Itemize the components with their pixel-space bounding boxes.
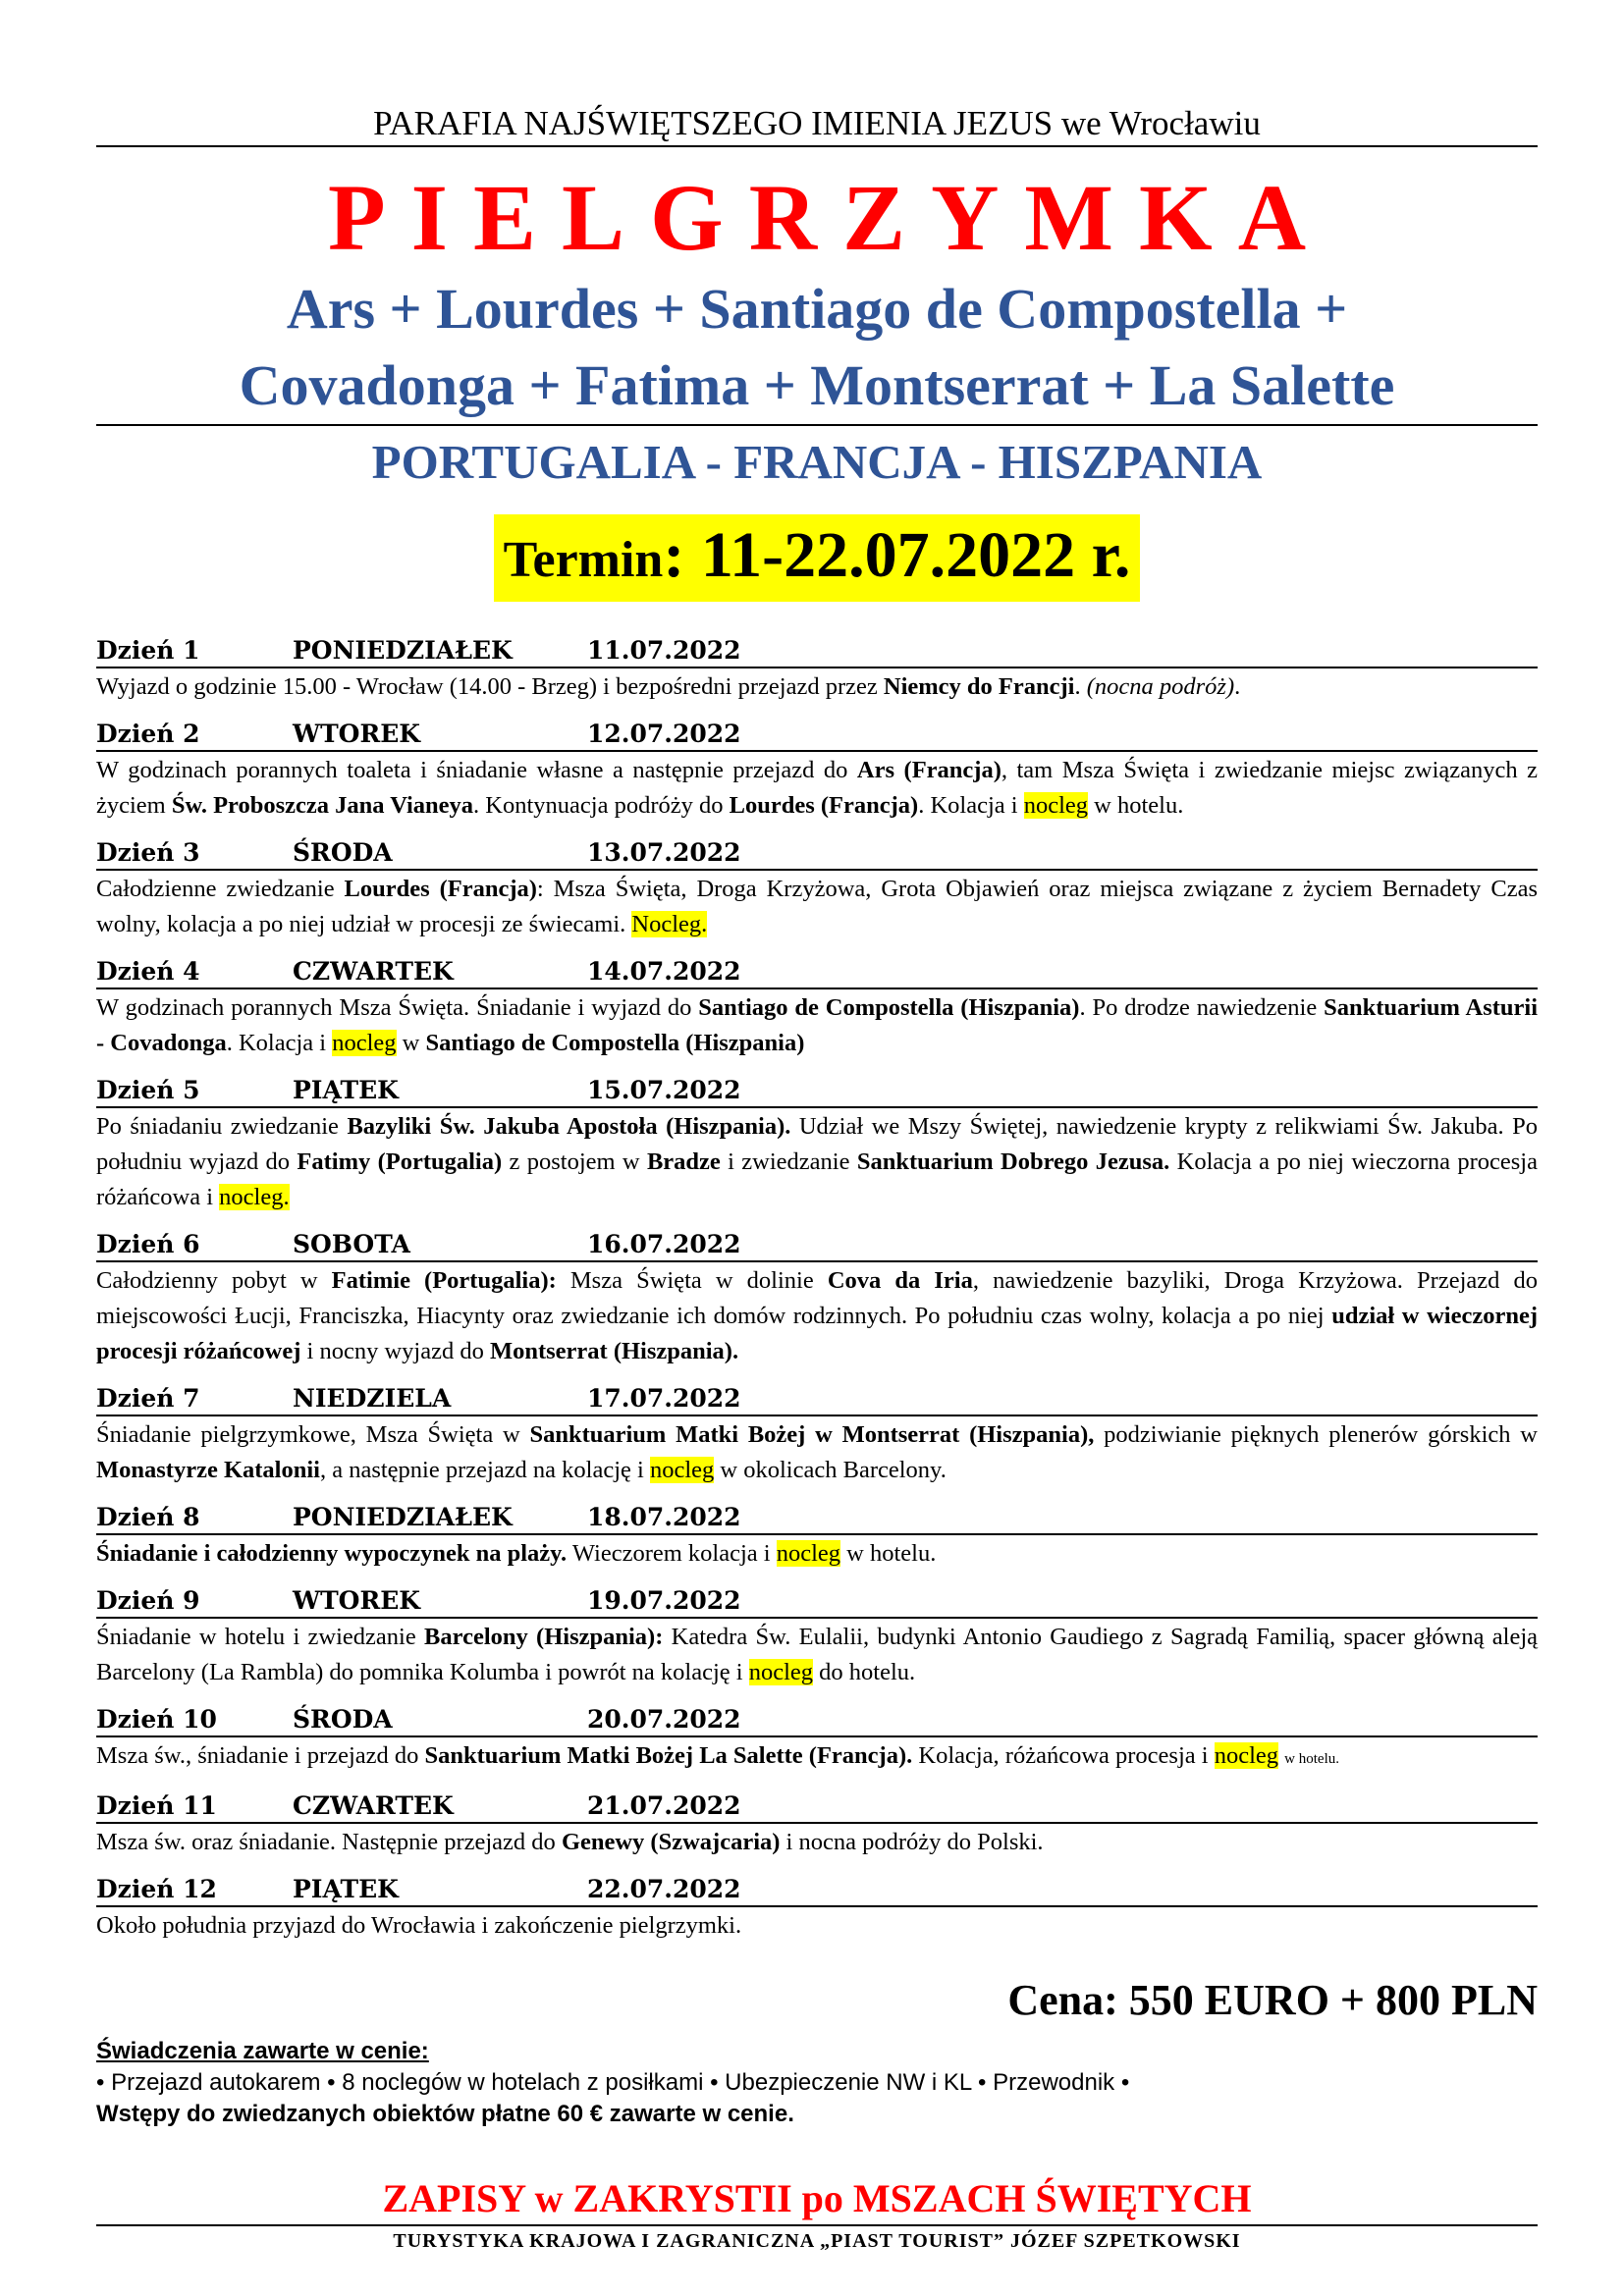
description-text: Lourdes (Francja) <box>344 876 537 902</box>
description-text: Wyjazd o godzinie 15.00 - Wrocław (14.00 - Brzeg) i bezpośredni przejazd przez <box>96 673 884 700</box>
lodging-highlight: nocleg. <box>219 1184 290 1210</box>
day-weekday: PONIEDZIAŁEK <box>293 636 513 665</box>
signup-notice: ZAPISY w ZAKRYSTII po MSZACH ŚWIĘTYCH <box>382 2176 1252 2220</box>
day-date: 21.07.2022 <box>587 1791 741 1820</box>
day-date: 16.07.2022 <box>587 1230 741 1258</box>
day-description <box>96 750 1538 824</box>
description-text: , a następnie przejazd na kolację i <box>319 1457 650 1483</box>
description-text: Całodzienny pobyt w <box>96 1267 332 1294</box>
day-weekday: WTOREK <box>293 720 421 748</box>
day-number: Dzień 12 <box>96 1875 217 1903</box>
description-text: : Msza Święta, Droga Krzyżowa, Grota Objawień oraz miejsca związane z życiem Bernadety Czas wolny, kolacja a po niej udział w procesji ze świecami. <box>96 876 1538 937</box>
day-number: Dzień 9 <box>96 1586 200 1615</box>
itinerary <box>96 635 1538 1944</box>
description-text: i nocny wyjazd do <box>300 1338 490 1364</box>
day-date: 18.07.2022 <box>587 1503 741 1531</box>
page-title: PIELGRZYMKA <box>327 165 1332 270</box>
term-container <box>96 514 1538 602</box>
itinerary-day <box>96 837 1538 942</box>
day-description <box>96 1106 1538 1215</box>
day-date: 22.07.2022 <box>587 1875 741 1903</box>
day-number: Dzień 4 <box>96 957 200 986</box>
day-header <box>96 635 1538 667</box>
day-number: Dzień 7 <box>96 1384 200 1413</box>
description-text: Kolacja a po niej wieczorna procesja różańcowa i <box>96 1148 1538 1210</box>
description-text: Wieczorem kolacja i <box>567 1540 777 1567</box>
day-header <box>96 837 1538 869</box>
description-text: . Kolacja i <box>226 1030 333 1056</box>
day-weekday: ŚRODA <box>293 1705 393 1734</box>
description-text: Śniadanie w hotelu i zwiedzanie <box>96 1624 425 1650</box>
day-description <box>96 1822 1538 1860</box>
description-text: Katedra Św. Eulalii, budynki Antonio Gaudiego z Sagradą Familią, spacer główną aleją Barcelony (La Rambla) do pomnika Kolumba i powrót na kolację i <box>96 1624 1538 1685</box>
description-text: Montserrat (Hiszpania). <box>489 1338 739 1364</box>
day-number: Dzień 10 <box>96 1705 217 1734</box>
description-text: Ars (Francja) <box>856 757 1001 783</box>
description-text: Około południa przyjazd do Wrocławia i zakończenie pielgrzymki. <box>96 1912 742 1939</box>
day-header <box>96 1704 1538 1735</box>
day-date: 14.07.2022 <box>587 957 741 986</box>
day-weekday: WTOREK <box>293 1586 421 1615</box>
description-text: Msza św. oraz śniadanie. Następnie przejazd do <box>96 1829 562 1855</box>
day-header <box>96 1383 1538 1415</box>
description-text: w hotelu. <box>1284 1751 1339 1767</box>
description-text: Genewy (Szwajcaria) <box>561 1829 781 1855</box>
header-divider <box>96 145 1538 147</box>
description-text: Bradze <box>646 1148 721 1175</box>
itinerary-day <box>96 1075 1538 1215</box>
day-date: 20.07.2022 <box>587 1705 741 1734</box>
description-text: . Kontynuacja podróży do <box>473 792 730 819</box>
lodging-highlight: nocleg <box>649 1457 715 1483</box>
day-description <box>96 988 1538 1061</box>
description-text: Niemcy do Francji <box>883 673 1075 700</box>
lodging-highlight: nocleg <box>748 1659 814 1685</box>
itinerary-day <box>96 1585 1538 1690</box>
day-description <box>96 1735 1538 1777</box>
day-header <box>96 1502 1538 1533</box>
day-weekday: PONIEDZIAŁEK <box>293 1503 513 1531</box>
day-header <box>96 1075 1538 1106</box>
day-date: 19.07.2022 <box>587 1586 741 1615</box>
day-header <box>96 1874 1538 1905</box>
day-description <box>96 869 1538 942</box>
day-weekday: NIEDZIELA <box>293 1384 452 1413</box>
lodging-highlight: Nocleg. <box>631 911 708 937</box>
description-text: Po śniadaniu zwiedzanie <box>96 1113 348 1140</box>
lodging-highlight: nocleg <box>332 1030 397 1056</box>
destinations-line-1: Ars + Lourdes + Santiago de Compostella + <box>286 277 1348 341</box>
description-text: Barcelony (Hiszpania): <box>424 1624 664 1650</box>
footer-agency: TURYSTYKA KRAJOWA I ZAGRANICZNA „PIAST TOURIST” JÓZEF SZPETKOWSKI <box>393 2230 1241 2252</box>
description-text: Św. Proboszcza Jana Vianeya <box>171 792 474 819</box>
description-text: Fatimy (Portugalia) <box>297 1148 503 1175</box>
day-number: Dzień 6 <box>96 1230 200 1258</box>
description-text: Udział we Mszy Świętej, nawiedzenie krypty z relikwiami Św. Jakuba. Po południu wyjazd do <box>96 1113 1538 1175</box>
description-text: w okolicach Barcelony. <box>714 1457 947 1483</box>
day-description <box>96 1260 1538 1369</box>
itinerary-day <box>96 1229 1538 1369</box>
included-services <box>96 2036 1538 2130</box>
description-text: , nawiedzenie bazyliki, Droga Krzyżowa. Przejazd do miejscowości Łucji, Franciszka, Hiacynty oraz zwiedzanie ich domów rodzinnych. Po południu czas wolny, kolacja a po niej <box>96 1267 1538 1329</box>
included-line-2: Wstępy do zwiedzanych obiektów płatne 60 € zawarte w cenie. <box>96 2101 794 2127</box>
description-text: Sanktuarium Matki Bożej w Montserrat (Hiszpania), <box>529 1421 1095 1448</box>
description-text: podziwianie pięknych plenerów górskich w <box>1094 1421 1538 1448</box>
day-weekday: CZWARTEK <box>293 957 454 986</box>
description-text: Sanktuarium Dobrego Jezusa. <box>856 1148 1170 1175</box>
destinations-line-2: Covadonga + Fatima + Montserrat + La Salette <box>239 353 1395 417</box>
term-value: : 11-22.07.2022 r. <box>663 519 1131 591</box>
description-text: do hotelu. <box>813 1659 916 1685</box>
day-number: Dzień 1 <box>96 636 200 665</box>
term-badge <box>494 514 1141 602</box>
day-description <box>96 1617 1538 1690</box>
parish-name: PARAFIA NAJŚWIĘTSZEGO IMIENIA JEZUS we Wrocławiu <box>373 104 1261 142</box>
day-date: 13.07.2022 <box>587 838 741 867</box>
day-header <box>96 1229 1538 1260</box>
day-description <box>96 1905 1538 1944</box>
description-text: z postojem w <box>502 1148 647 1175</box>
itinerary-day <box>96 1383 1538 1488</box>
description-text: Cova da Iria <box>827 1267 973 1294</box>
description-text: Santiago de Compostella (Hiszpania) <box>425 1030 805 1056</box>
day-weekday: PIĄTEK <box>293 1076 399 1104</box>
included-line-1: • Przejazd autokarem • 8 noclegów w hotelach z posiłkami • Ubezpieczenie NW i KL • Przewodnik • <box>96 2069 1130 2096</box>
day-date: 12.07.2022 <box>587 720 741 748</box>
day-date: 15.07.2022 <box>587 1076 741 1104</box>
day-number: Dzień 5 <box>96 1076 200 1104</box>
description-text: Lourdes (Francja) <box>729 792 919 819</box>
description-text: Msza św., śniadanie i przejazd do <box>96 1742 425 1769</box>
description-text: Msza Święta w dolinie <box>556 1267 828 1294</box>
day-description <box>96 667 1538 705</box>
description-text: Kolacja, różańcowa procesja i <box>912 1742 1215 1769</box>
description-text: Fatimie (Portugalia): <box>331 1267 557 1294</box>
itinerary-day <box>96 719 1538 824</box>
itinerary-day <box>96 1790 1538 1860</box>
description-text: . Kolacja i <box>918 792 1024 819</box>
price: Cena: 550 EURO + 800 PLN <box>1007 1976 1538 2024</box>
description-text: Całodzienne zwiedzanie <box>96 876 345 902</box>
description-text: Santiago de Compostella (Hiszpania) <box>698 994 1080 1021</box>
description-text: Śniadanie i całodzienny wypoczynek na plaży. <box>96 1540 568 1567</box>
lodging-highlight: nocleg <box>776 1540 841 1567</box>
day-number: Dzień 8 <box>96 1503 200 1531</box>
description-text: (nocna podróż) <box>1086 673 1235 700</box>
day-number: Dzień 11 <box>96 1791 217 1820</box>
day-header <box>96 1585 1538 1617</box>
day-weekday: CZWARTEK <box>293 1791 454 1820</box>
itinerary-day <box>96 956 1538 1061</box>
day-header <box>96 1790 1538 1822</box>
day-description <box>96 1533 1538 1572</box>
description-text: Monastyrze Katalonii <box>96 1457 320 1483</box>
itinerary-day <box>96 1502 1538 1572</box>
description-text: i nocna podróży do Polski. <box>780 1829 1044 1855</box>
description-text: Bazyliki Św. Jakuba Apostoła (Hiszpania). <box>347 1113 791 1140</box>
itinerary-day <box>96 635 1538 705</box>
term-label: Termin <box>503 532 664 588</box>
lodging-highlight: nocleg <box>1023 792 1089 819</box>
day-weekday: PIĄTEK <box>293 1875 399 1903</box>
description-text: Sanktuarium Asturii - Covadonga <box>96 994 1539 1056</box>
countries: PORTUGALIA - FRANCJA - HISZPANIA <box>371 435 1263 489</box>
day-date: 17.07.2022 <box>587 1384 741 1413</box>
description-text: Sanktuarium Matki Bożej La Salette (Francja). <box>424 1742 913 1769</box>
description-text: , tam Msza Święta i zwiedzanie miejsc związanych z życiem <box>96 757 1539 819</box>
description-text: udział w wieczornej procesji różańcowej <box>96 1303 1538 1364</box>
included-title: Świadczenia zawarte w cenie: <box>96 2038 429 2064</box>
description-text: w hotelu. <box>840 1540 937 1567</box>
day-weekday: ŚRODA <box>293 838 393 867</box>
description-text: W godzinach porannych Msza Święta. Śniadanie i wyjazd do <box>96 994 699 1021</box>
description-text: w <box>396 1030 426 1056</box>
description-text: Śniadanie pielgrzymkowe, Msza Święta w <box>96 1421 530 1448</box>
itinerary-day <box>96 1704 1538 1777</box>
description-text: . <box>1074 673 1087 700</box>
description-text: . <box>1234 673 1241 700</box>
description-text: . Po drodze nawiedzenie <box>1079 994 1325 1021</box>
day-description <box>96 1415 1538 1488</box>
document-content <box>96 102 1538 2256</box>
description-text: i zwiedzanie <box>720 1148 857 1175</box>
destinations-divider <box>96 424 1538 426</box>
description-text: W godzinach porannych toaleta i śniadanie własne a następnie przejazd do <box>96 757 857 783</box>
lodging-highlight: nocleg <box>1214 1742 1279 1769</box>
day-header <box>96 956 1538 988</box>
day-number: Dzień 3 <box>96 838 200 867</box>
day-date: 11.07.2022 <box>587 636 741 665</box>
day-number: Dzień 2 <box>96 720 200 748</box>
day-weekday: SOBOTA <box>293 1230 410 1258</box>
itinerary-day <box>96 1874 1538 1944</box>
description-text: w hotelu. <box>1088 792 1184 819</box>
day-header <box>96 719 1538 750</box>
